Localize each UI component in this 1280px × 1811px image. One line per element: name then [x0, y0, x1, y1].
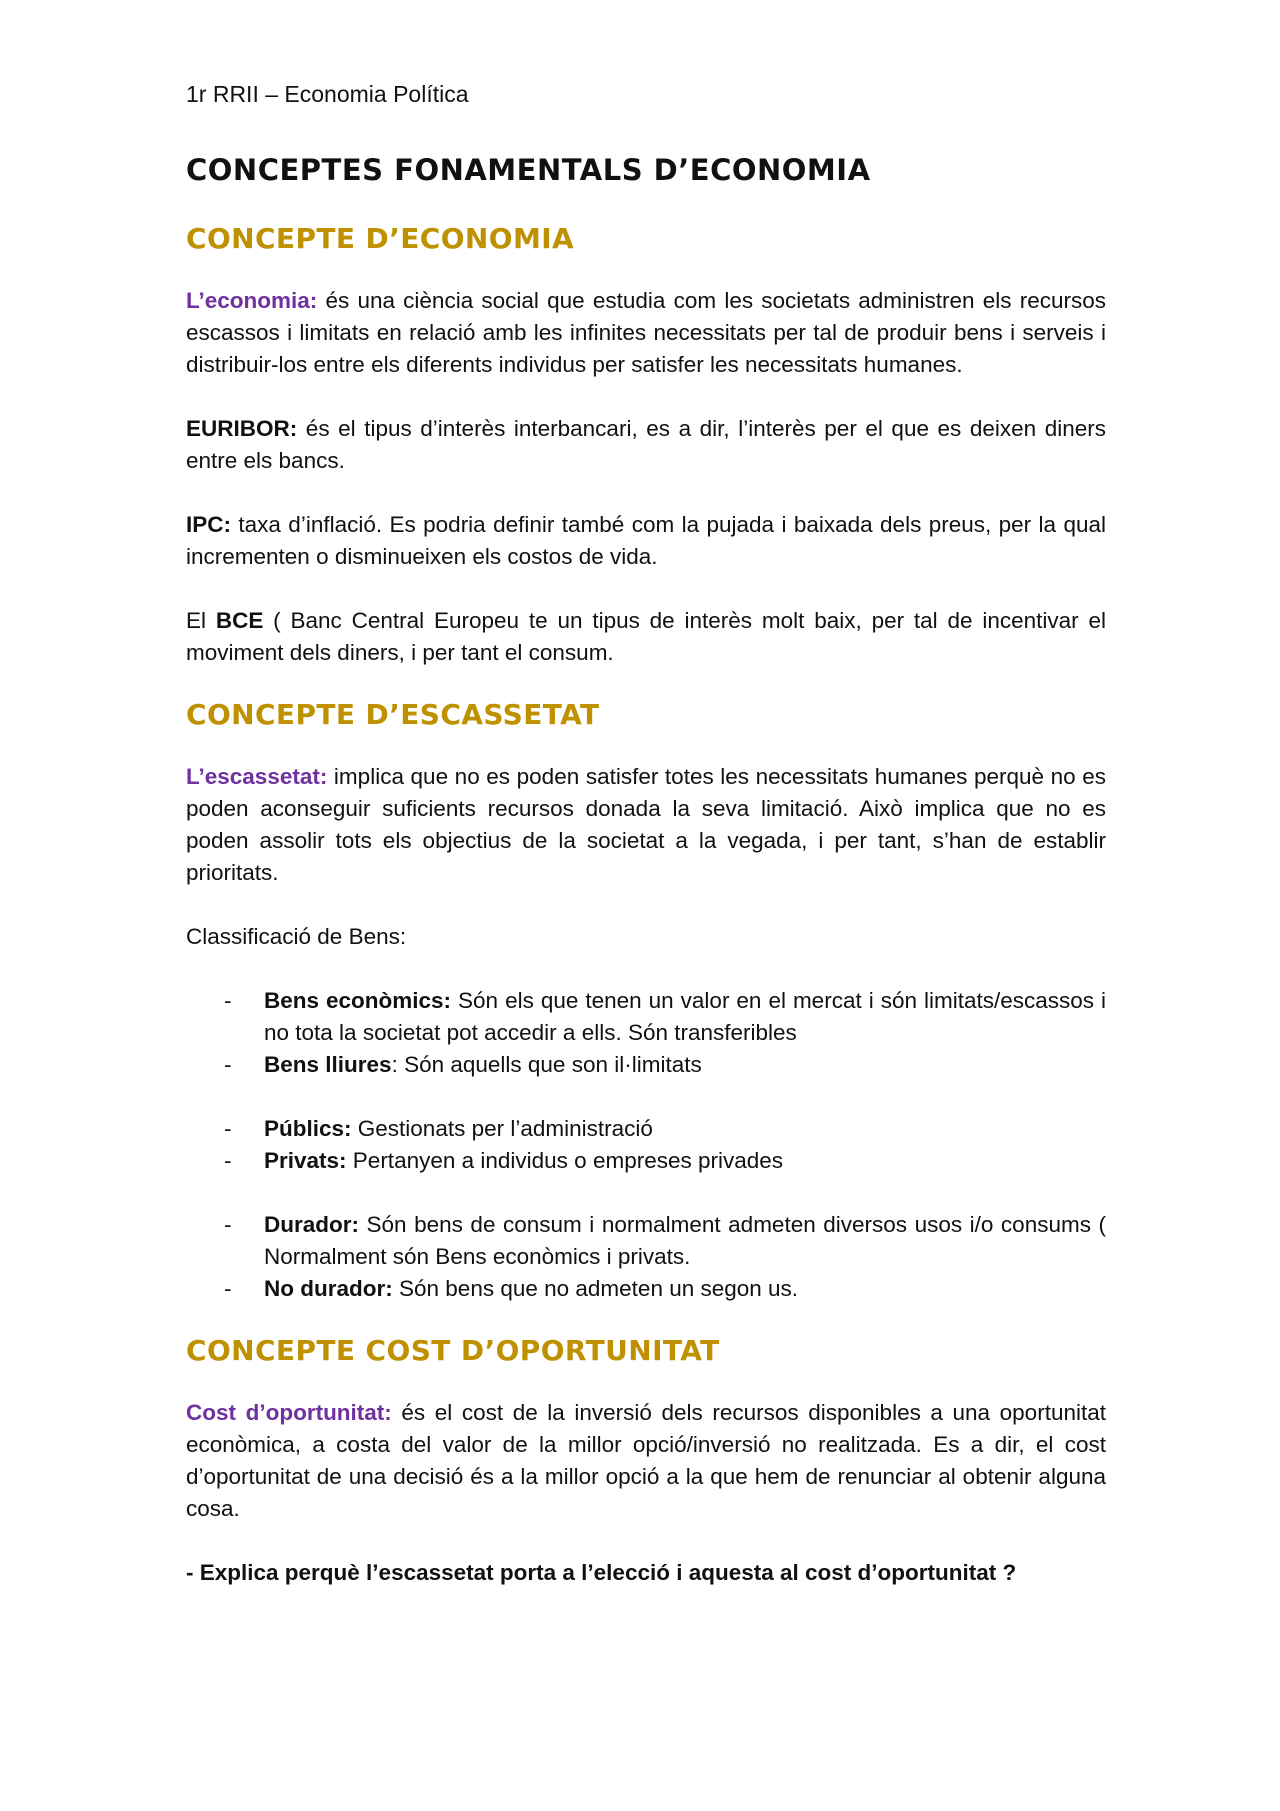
section-heading-economia: CONCEPTE D’ECONOMIA — [186, 222, 575, 255]
definition-economia — [186, 285, 1106, 381]
list-item-term: Privats: — [264, 1148, 347, 1173]
list-item — [186, 1209, 1106, 1273]
list-item-term: Durador: — [264, 1212, 359, 1237]
document-title: CONCEPTES FONAMENTALS D’ECONOMIA — [186, 153, 871, 187]
page-header: 1r RRII – Economia Política — [186, 81, 469, 107]
question: - Explica perquè l’escassetat porta a l’elecció i aquesta al cost d’oportunitat ? — [186, 1560, 1017, 1585]
section-heading-escassetat: CONCEPTE D’ESCASSETAT — [186, 698, 600, 731]
definition-text: és una ciència social que estudia com les societats administren els recursos escassos i limitats en relació amb les infinites necessitats per tal de produir bens i serveis i distribuir-los entre els diferents individus per satisfer les necessitats humanes. — [186, 288, 1106, 377]
list-item — [186, 1145, 1106, 1177]
bullet-dash: - — [224, 1212, 232, 1237]
list-item-text: Són els que tenen un valor en el mercat i són limitats/escassos i no tota la societat pot accedir a ells. Són transferibles — [264, 988, 1106, 1045]
term-bce: BCE — [215, 608, 264, 633]
term-euribor: EURIBOR: — [186, 416, 298, 441]
term-cost-oportunitat: Cost d’oportunitat: — [186, 1400, 392, 1425]
term-ipc: IPC: — [186, 512, 231, 537]
list-item-term: No durador: — [264, 1276, 393, 1301]
definition-euribor — [186, 413, 1106, 477]
definition-text: ( Banc Central Europeu te un tipus de interès molt baix, per tal de incentivar el moviment dels diners, i per tant el consum. — [186, 608, 1106, 665]
definition-cost-oportunitat — [186, 1397, 1106, 1525]
definition-text: és el tipus d’interès interbancari, es a dir, l’interès per el que es deixen diners entre els bancs. — [186, 416, 1106, 473]
definition-text: taxa d’inflació. Es podria definir també com la pujada i baixada dels preus, per la qual incrementen o disminueixen els costos de vida. — [186, 512, 1106, 569]
list-item-text: : Són aquells que son il·limitats — [391, 1052, 702, 1077]
text-prefix: El — [186, 608, 216, 633]
bullet-dash: - — [224, 1052, 232, 1077]
definition-text: implica que no es poden satisfer totes les necessitats humanes perquè no es poden aconseguir suficients recursos donada la seva limitació. Això implica que no es poden assolir tots els objectius de la societat a la vegada, i per tant, s’han de establir prioritats. — [186, 764, 1106, 885]
term-escassetat: L’escassetat: — [186, 764, 328, 789]
list-item-term: Bens lliures — [264, 1052, 392, 1077]
definition-ipc — [186, 509, 1106, 573]
goods-classification-list — [186, 985, 1106, 1081]
list-item-text: Són bens de consum i normalment admeten diversos usos i/o consums ( Normalment són Bens econòmics i privats. — [264, 1212, 1106, 1269]
bullet-dash: - — [224, 988, 232, 1013]
document-body — [186, 221, 1106, 1589]
list-item — [186, 1273, 1106, 1305]
list-item-text: Pertanyen a individus o empreses privades — [346, 1148, 784, 1173]
list-item-term: Bens econòmics: — [264, 988, 452, 1013]
list-item — [186, 1049, 1106, 1081]
classification-label: Classificació de Bens: — [186, 924, 407, 949]
bullet-dash: - — [224, 1148, 232, 1173]
paragraph-bce — [186, 605, 1106, 669]
list-item-term: Públics: — [264, 1116, 352, 1141]
definition-escassetat — [186, 761, 1106, 889]
bullet-dash: - — [224, 1116, 232, 1141]
term-economia: L’economia: — [186, 288, 318, 313]
goods-classification-list — [186, 1113, 1106, 1177]
list-item-text: Són bens que no admeten un segon us. — [392, 1276, 799, 1301]
section-heading-cost-oportunitat: CONCEPTE COST D’OPORTUNITAT — [186, 1334, 720, 1367]
list-item-text: Gestionats per l’administració — [351, 1116, 653, 1141]
goods-classification-list — [186, 1209, 1106, 1305]
definition-text: és el cost de la inversió dels recursos disponibles a una oportunitat econòmica, a costa del valor de la millor opció/inversió no realitzada. Es a dir, el cost d’oportunitat de una decisió és a la millor opció a la que hem de renunciar al obtenir alguna cosa. — [186, 1400, 1106, 1521]
list-item — [186, 1113, 1106, 1145]
bullet-dash: - — [224, 1276, 232, 1301]
list-item — [186, 985, 1106, 1049]
